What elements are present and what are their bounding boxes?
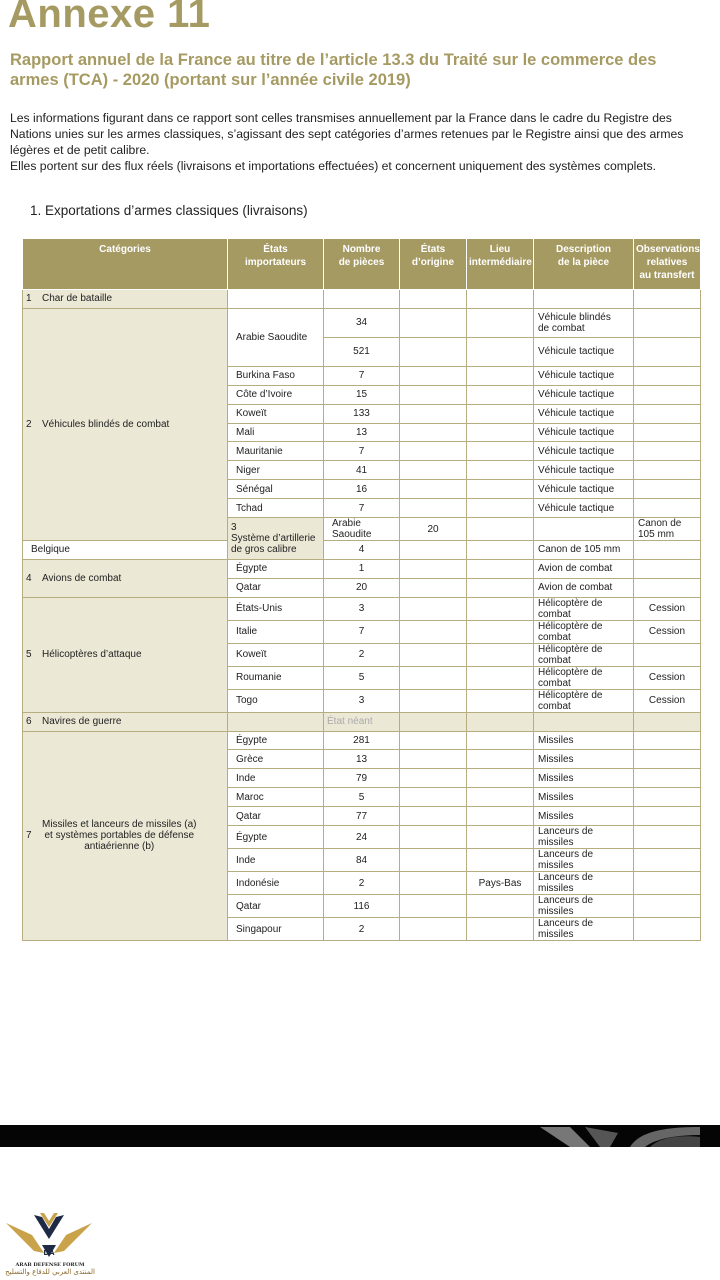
header-intermediary: Lieu intermédiaire — [467, 239, 534, 290]
table-row: Niger 41 Véhicule tactique — [23, 461, 701, 480]
nil-state-note: État néant — [324, 712, 400, 731]
intro-paragraph-2: Elles portent sur des flux réels (livraisons et importations effectuées) et concernent uniquement des systèmes complets. — [10, 159, 657, 173]
table-row: Indonésie 2 Pays-Bas Lanceurs de missiles — [23, 872, 701, 895]
table-row: Mali 13 Véhicule tactique — [23, 423, 701, 442]
intro-text — [10, 110, 710, 174]
category-cell: 2 Véhicules blindés de combat — [23, 308, 228, 540]
table-row: Qatar 116 Lanceurs de missiles — [23, 895, 701, 918]
count-cell: 521 — [324, 337, 400, 366]
table-row: Grèce 13 Missiles — [23, 750, 701, 769]
table-row: Italie 7 Hélicoptère de combat Cession — [23, 620, 701, 643]
category-cell: 1 Char de bataille — [23, 290, 228, 309]
table-row: Côte d’Ivoire 15 Véhicule tactique — [23, 385, 701, 404]
exports-table — [22, 238, 701, 941]
table-row — [23, 712, 701, 731]
table-row: Belgique 4 Canon de 105 mm — [23, 541, 701, 560]
table-row: Burkina Faso 7 Véhicule tactique — [23, 366, 701, 385]
description-cell: Véhicule tactique — [534, 337, 634, 366]
category-cell: 4 Avions de combat — [23, 559, 228, 597]
table-row: Qatar 20 Avion de combat — [23, 578, 701, 597]
table-row: 5 Hélicoptères d’attaque États-Unis 3 Hélicoptère de combat Cession — [23, 597, 701, 620]
table-row: Singapour 2 Lanceurs de missiles — [23, 918, 701, 941]
table-row: Togo 3 Hélicoptère de combat Cession — [23, 689, 701, 712]
header-count: Nombre de pièces — [324, 239, 400, 290]
importer-cell: Arabie Saoudite — [228, 308, 324, 366]
table-row: Roumanie 5 Hélicoptère de combat Cession — [23, 666, 701, 689]
count-cell: 34 — [324, 308, 400, 337]
description-cell: Véhicule blindés de combat — [534, 308, 634, 337]
table-row: Koweït 2 Hélicoptère de combat — [23, 643, 701, 666]
table-row: Inde 84 Lanceurs de missiles — [23, 849, 701, 872]
header-origin: États d’origine — [400, 239, 467, 290]
table-row — [23, 308, 701, 337]
category-cell: 5 Hélicoptères d’attaque — [23, 597, 228, 712]
header-importers: États importateurs — [228, 239, 324, 290]
header-categories: Catégories — [23, 239, 228, 290]
watermark-emblem-icon — [540, 1125, 700, 1147]
intro-paragraph-1: Les informations figurant dans ce rapport sont celles transmises annuellement par la France dans le cadre du Registre des Nations unies sur les armes classiques, s’agissant des sept catégories d’armes retenues par le Registre ainsi que des armes légères et de petit calibre. — [10, 111, 684, 157]
svg-text:DA: DA — [43, 1249, 55, 1257]
table-row: Qatar 77 Missiles — [23, 807, 701, 826]
category-cell: 3Système d’artillerie de gros calibre — [228, 518, 324, 560]
table-row: Mauritanie 7 Véhicule tactique — [23, 442, 701, 461]
table-row: Inde 79 Missiles — [23, 769, 701, 788]
table-row: 4 Avions de combat Égypte 1 Avion de combat — [23, 559, 701, 578]
table-row: 3Système d’artillerie de gros calibre Arabie Saoudite 20 Canon de 105 mm — [23, 518, 701, 541]
header-observations: Observations relatives au transfert — [634, 239, 701, 290]
table-row — [23, 290, 701, 309]
forum-name: ARAB DEFENSE FORUM — [15, 1262, 85, 1268]
table-row: Koweït 133 Véhicule tactique — [23, 404, 701, 423]
table-header-row — [23, 239, 701, 290]
table-row: 7Missiles et lanceurs de missiles (a) et systèmes portables de défense antiaérienne (b) Égypte 281 Missiles — [23, 731, 701, 750]
table-row: Maroc 5 Missiles — [23, 788, 701, 807]
section-title: 1. Exportations d’armes classiques (livraisons) — [30, 203, 308, 218]
forum-name-arabic: المنتدى العربي للدفاع والتسليح — [5, 1268, 95, 1276]
table-row: Tchad 7 Véhicule tactique — [23, 499, 701, 518]
page-title: Annexe 11 — [8, 0, 211, 36]
report-subtitle: Rapport annuel de la France au titre de l’article 13.3 du Traité sur le commerce des armes (TCA) - 2020 (portant sur l’année civile 2019) — [10, 51, 657, 89]
category-cell: 7Missiles et lanceurs de missiles (a) et systèmes portables de défense antiaérienne (b) — [23, 731, 228, 940]
table-row: Sénégal 16 Véhicule tactique — [23, 480, 701, 499]
table-row: Égypte 24 Lanceurs de missiles — [23, 826, 701, 849]
header-description: Description de la pièce — [534, 239, 634, 290]
category-cell: 6 Navires de guerre — [23, 712, 228, 731]
